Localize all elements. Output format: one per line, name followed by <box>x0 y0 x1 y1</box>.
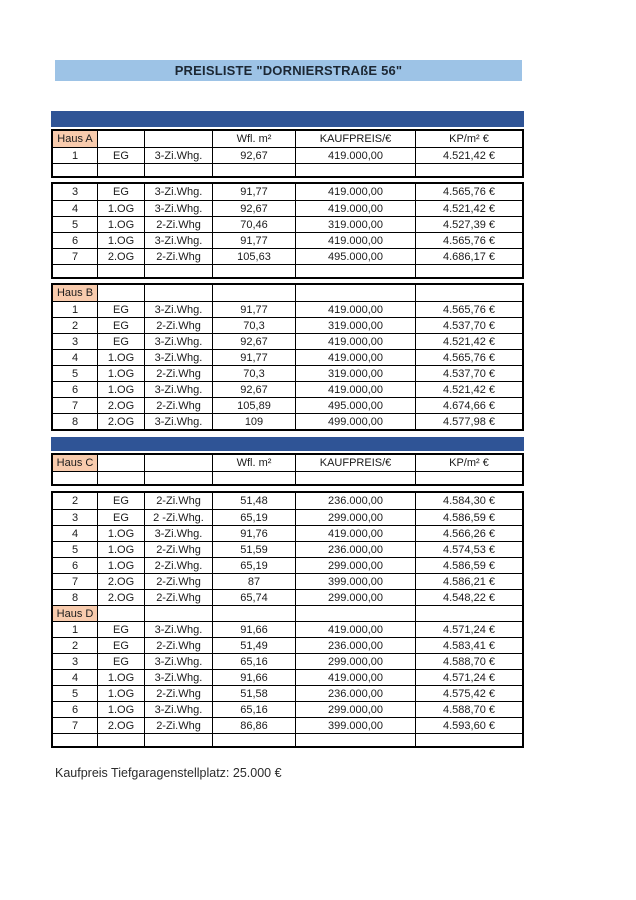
apartment-type-cell: 2-Zi.Whg <box>145 590 213 605</box>
apartment-type-cell: 3-Zi.Whg. <box>145 622 213 637</box>
price-cell: 419.000,00 <box>296 622 416 637</box>
price-per-m2-cell: 4.588,70 € <box>443 703 495 716</box>
unit-number-cell: 4 <box>53 526 98 541</box>
area-cell: 70,3 <box>213 318 296 333</box>
table-row <box>53 653 522 669</box>
floor-cell: 2.OG <box>98 398 145 413</box>
unit-number-cell: 6 <box>53 382 98 397</box>
price-per-m2-cell: 4.575,42 € <box>443 687 495 700</box>
price-per-m2-cell: 4.537,70 € <box>443 367 495 380</box>
unit-number-cell <box>53 265 98 277</box>
price-per-m2-cell: 4.521,42 € <box>443 383 495 396</box>
price-per-m2-cell: 4.565,76 € <box>443 234 495 247</box>
price-cell: 419.000,00 <box>296 302 416 317</box>
unit-number-cell: 3 <box>53 510 98 525</box>
unit-number-cell: 3 <box>53 334 98 349</box>
table-row <box>53 317 522 333</box>
price-cell: 399.000,00 <box>296 718 416 733</box>
floor-cell: 2.OG <box>98 574 145 589</box>
price-per-m2-cell: 4.584,30 € <box>443 495 495 507</box>
price-cell: 419.000,00 <box>296 201 416 216</box>
haus-label-cell: Haus A <box>53 131 98 147</box>
table-row <box>53 184 522 200</box>
area-cell: 105,89 <box>213 398 296 413</box>
price-per-m2-cell <box>416 265 522 277</box>
apartment-type-cell: 2-Zi.Whg <box>145 217 213 232</box>
area-cell: 51,48 <box>213 493 296 509</box>
unit-number-cell <box>53 472 98 484</box>
floor-cell: 1.OG <box>98 233 145 248</box>
price-per-m2-cell: 4.583,41 € <box>443 639 495 652</box>
table-row <box>53 147 522 163</box>
price-per-m2-cell: 4.588,70 € <box>443 655 495 668</box>
price-per-m2-cell: 4.521,42 € <box>443 149 495 162</box>
apartment-type-cell: 3-Zi.Whg. <box>145 201 213 216</box>
price-cell: KAUFPREIS/€ <box>296 455 416 471</box>
apartment-type-cell: 3-Zi.Whg. <box>145 526 213 541</box>
price-per-m2-cell: 4.571,24 € <box>443 671 495 684</box>
area-cell: 65,16 <box>213 654 296 669</box>
table-row <box>53 232 522 248</box>
unit-number-cell: 8 <box>53 414 98 429</box>
price-cell: KAUFPREIS/€ <box>296 131 416 147</box>
floor-cell <box>98 455 145 471</box>
area-cell: 92,67 <box>213 148 296 163</box>
table-row <box>53 493 522 509</box>
price-cell: 236.000,00 <box>296 686 416 701</box>
haus-header-row <box>53 605 522 621</box>
apartment-type-cell: 3-Zi.Whg. <box>145 350 213 365</box>
table-row <box>53 248 522 264</box>
price-per-m2-cell: 4.548,22 € <box>443 591 495 604</box>
page-title: PREISLISTE "DORNIERSTRAßE 56" <box>174 63 403 78</box>
price-per-m2-cell: 4.586,59 € <box>443 511 495 524</box>
price-cell: 419.000,00 <box>296 526 416 541</box>
price-per-m2-cell <box>416 164 522 176</box>
unit-number-cell: 2 <box>53 638 98 653</box>
apartment-type-cell: 2-Zi.Whg <box>145 493 213 509</box>
unit-number-cell: 2 <box>53 493 98 509</box>
unit-number-cell: 7 <box>53 574 98 589</box>
apartment-type-cell: 3-Zi.Whg. <box>145 382 213 397</box>
table-block <box>51 129 524 178</box>
table-top-band <box>51 437 524 451</box>
apartment-type-cell: 3-Zi.Whg. <box>145 334 213 349</box>
area-cell <box>213 472 296 484</box>
apartment-type-cell: 3-Zi.Whg. <box>145 670 213 685</box>
apartment-type-cell <box>145 606 213 621</box>
price-cell: 299.000,00 <box>296 702 416 717</box>
floor-cell: EG <box>98 148 145 163</box>
floor-cell: 1.OG <box>98 526 145 541</box>
empty-row <box>53 471 522 484</box>
price-cell: 236.000,00 <box>296 542 416 557</box>
area-cell <box>213 265 296 277</box>
price-cell: 236.000,00 <box>296 638 416 653</box>
table-row <box>53 365 522 381</box>
unit-number-cell: 4 <box>53 670 98 685</box>
empty-row <box>53 733 522 746</box>
price-cell: 299.000,00 <box>296 558 416 573</box>
floor-cell <box>98 472 145 484</box>
apartment-type-cell <box>145 164 213 176</box>
apartment-type-cell: 2-Zi.Whg <box>145 366 213 381</box>
price-cell: 419.000,00 <box>296 233 416 248</box>
price-cell: 236.000,00 <box>296 493 416 509</box>
area-cell <box>213 606 296 621</box>
area-cell: 91,66 <box>213 622 296 637</box>
price-cell <box>296 285 416 301</box>
floor-cell: EG <box>98 493 145 509</box>
floor-cell: 1.OG <box>98 201 145 216</box>
apartment-type-cell: 2-Zi.Whg <box>145 318 213 333</box>
floor-cell <box>98 734 145 746</box>
table-row <box>53 349 522 365</box>
floor-cell <box>98 131 145 147</box>
price-cell: 299.000,00 <box>296 654 416 669</box>
price-per-m2-cell: 4.565,76 € <box>443 303 495 316</box>
floor-cell: EG <box>98 510 145 525</box>
price-cell <box>296 734 416 746</box>
price-cell: 299.000,00 <box>296 510 416 525</box>
price-cell: 319.000,00 <box>296 318 416 333</box>
price-per-m2-cell: 4.565,76 € <box>443 351 495 364</box>
floor-cell: 1.OG <box>98 366 145 381</box>
apartment-type-cell: 2-Zi.Whg <box>145 686 213 701</box>
area-cell: 51,59 <box>213 542 296 557</box>
table-row <box>53 717 522 733</box>
area-cell: 87 <box>213 574 296 589</box>
table-block <box>51 283 524 431</box>
price-per-m2-cell: 4.674,66 € <box>443 399 495 412</box>
unit-number-cell: 6 <box>53 558 98 573</box>
price-cell: 299.000,00 <box>296 590 416 605</box>
table-row <box>53 573 522 589</box>
price-per-m2-cell <box>416 606 522 621</box>
floor-cell: 1.OG <box>98 350 145 365</box>
area-cell: 65,19 <box>213 510 296 525</box>
price-per-m2-cell: 4.586,21 € <box>443 575 495 588</box>
floor-cell: 1.OG <box>98 702 145 717</box>
price-per-m2-cell: 4.565,76 € <box>443 186 495 198</box>
price-table-haus-cd <box>51 437 524 748</box>
price-cell: 419.000,00 <box>296 350 416 365</box>
table-row <box>53 557 522 573</box>
price-per-m2-cell: 4.527,39 € <box>443 218 495 231</box>
price-cell <box>296 164 416 176</box>
table-row <box>53 637 522 653</box>
floor-cell: EG <box>98 318 145 333</box>
unit-number-cell: 5 <box>53 366 98 381</box>
apartment-type-cell: 3-Zi.Whg. <box>145 654 213 669</box>
unit-number-cell: 7 <box>53 398 98 413</box>
apartment-type-cell <box>145 265 213 277</box>
unit-number-cell: 1 <box>53 622 98 637</box>
haus-header-row <box>53 285 522 301</box>
price-per-m2-cell: KP/m² € <box>449 457 489 469</box>
table-row <box>53 669 522 685</box>
table-row <box>53 621 522 637</box>
floor-cell <box>98 164 145 176</box>
table-row <box>53 701 522 717</box>
unit-number-cell: 1 <box>53 148 98 163</box>
price-per-m2-cell: 4.521,42 € <box>443 202 495 215</box>
price-per-m2-cell: 4.686,17 € <box>443 250 495 263</box>
floor-cell: 1.OG <box>98 542 145 557</box>
price-cell: 419.000,00 <box>296 334 416 349</box>
unit-number-cell: 2 <box>53 318 98 333</box>
unit-number-cell: 5 <box>53 542 98 557</box>
apartment-type-cell <box>145 734 213 746</box>
apartment-type-cell: 3-Zi.Whg. <box>145 414 213 429</box>
area-cell: 91,76 <box>213 526 296 541</box>
table-row <box>53 333 522 349</box>
price-per-m2-cell: 4.586,59 € <box>443 559 495 572</box>
area-cell: 51,49 <box>213 638 296 653</box>
apartment-type-cell: 2-Zi.Whg <box>145 249 213 264</box>
price-cell: 419.000,00 <box>296 184 416 200</box>
unit-number-cell <box>53 164 98 176</box>
area-cell: 51,58 <box>213 686 296 701</box>
table-row <box>53 301 522 317</box>
floor-cell: EG <box>98 654 145 669</box>
price-cell <box>296 606 416 621</box>
unit-number-cell: 5 <box>53 217 98 232</box>
price-per-m2-cell <box>416 285 522 301</box>
area-cell: 65,16 <box>213 702 296 717</box>
apartment-type-cell: 2-Zi.Whg <box>145 718 213 733</box>
table-row <box>53 413 522 429</box>
unit-number-cell: 8 <box>53 590 98 605</box>
haus-label-cell: Haus D <box>53 606 98 621</box>
price-per-m2-cell: KP/m² € <box>449 133 489 145</box>
apartment-type-cell <box>145 285 213 301</box>
price-cell: 319.000,00 <box>296 366 416 381</box>
unit-number-cell: 4 <box>53 350 98 365</box>
haus-header-row <box>53 455 522 471</box>
area-cell: 70,46 <box>213 217 296 232</box>
area-cell: 91,77 <box>213 302 296 317</box>
area-cell <box>213 164 296 176</box>
table-row <box>53 381 522 397</box>
apartment-type-cell: 2 -Zi.Whg. <box>145 510 213 525</box>
table-row <box>53 685 522 701</box>
floor-cell: 1.OG <box>98 670 145 685</box>
apartment-type-cell <box>145 455 213 471</box>
area-cell: 105,63 <box>213 249 296 264</box>
price-per-m2-cell: 4.521,42 € <box>443 335 495 348</box>
unit-number-cell <box>53 734 98 746</box>
unit-number-cell: 7 <box>53 249 98 264</box>
price-per-m2-cell <box>416 734 522 746</box>
title-bar <box>55 60 522 81</box>
floor-cell: 2.OG <box>98 590 145 605</box>
haus-header-row <box>53 131 522 147</box>
area-cell: 91,77 <box>213 350 296 365</box>
price-per-m2-cell: 4.571,24 € <box>443 623 495 636</box>
floor-cell: EG <box>98 302 145 317</box>
apartment-type-cell <box>145 472 213 484</box>
table-row <box>53 525 522 541</box>
haus-label-cell: Haus C <box>53 455 98 471</box>
unit-number-cell: 7 <box>53 718 98 733</box>
price-per-m2-cell: 4.566,26 € <box>443 527 495 540</box>
empty-row <box>53 163 522 176</box>
area-cell <box>213 285 296 301</box>
area-cell: 65,19 <box>213 558 296 573</box>
price-per-m2-cell: 4.593,60 € <box>443 719 495 732</box>
table-row <box>53 509 522 525</box>
unit-number-cell: 6 <box>53 702 98 717</box>
floor-cell <box>98 285 145 301</box>
table-top-band <box>51 111 524 127</box>
table-block <box>51 491 524 748</box>
price-cell: 399.000,00 <box>296 574 416 589</box>
price-cell: 319.000,00 <box>296 217 416 232</box>
apartment-type-cell: 3-Zi.Whg. <box>145 702 213 717</box>
apartment-type-cell: 3-Zi.Whg. <box>145 302 213 317</box>
area-cell: 109 <box>213 414 296 429</box>
price-cell: 499.000,00 <box>296 414 416 429</box>
apartment-type-cell: 2-Zi.Whg <box>145 398 213 413</box>
table-row <box>53 200 522 216</box>
apartment-type-cell: 2-Zi.Whg <box>145 542 213 557</box>
area-cell: Wfl. m² <box>213 455 296 471</box>
floor-cell: 2.OG <box>98 414 145 429</box>
apartment-type-cell: 3-Zi.Whg. <box>145 233 213 248</box>
price-per-m2-cell: 4.537,70 € <box>443 319 495 332</box>
unit-number-cell: 5 <box>53 686 98 701</box>
floor-cell: 2.OG <box>98 718 145 733</box>
area-cell: 92,67 <box>213 201 296 216</box>
garage-price-note: Kaufpreis Tiefgaragenstellplatz: 25.000 € <box>55 766 282 780</box>
price-cell: 419.000,00 <box>296 148 416 163</box>
unit-number-cell: 3 <box>53 184 98 200</box>
price-cell: 419.000,00 <box>296 382 416 397</box>
floor-cell: EG <box>98 184 145 200</box>
price-per-m2-cell: 4.577,98 € <box>443 415 495 428</box>
price-per-m2-cell <box>416 472 522 484</box>
unit-number-cell: 4 <box>53 201 98 216</box>
apartment-type-cell: 2-Zi.Whg <box>145 638 213 653</box>
unit-number-cell: 3 <box>53 654 98 669</box>
floor-cell: 1.OG <box>98 217 145 232</box>
table-row <box>53 397 522 413</box>
apartment-type-cell: 3-Zi.Whg. <box>145 148 213 163</box>
unit-number-cell: 1 <box>53 302 98 317</box>
table-row <box>53 541 522 557</box>
empty-row <box>53 264 522 277</box>
apartment-type-cell <box>145 131 213 147</box>
apartment-type-cell: 2-Zi.Whg <box>145 574 213 589</box>
area-cell: 92,67 <box>213 382 296 397</box>
floor-cell: 1.OG <box>98 686 145 701</box>
price-cell: 495.000,00 <box>296 398 416 413</box>
area-cell: Wfl. m² <box>213 131 296 147</box>
table-row <box>53 216 522 232</box>
price-per-m2-cell: 4.574,53 € <box>443 543 495 556</box>
floor-cell: 1.OG <box>98 382 145 397</box>
table-row <box>53 589 522 605</box>
price-cell: 495.000,00 <box>296 249 416 264</box>
area-cell: 91,66 <box>213 670 296 685</box>
floor-cell <box>98 265 145 277</box>
area-cell: 91,77 <box>213 233 296 248</box>
floor-cell <box>98 606 145 621</box>
floor-cell: 1.OG <box>98 558 145 573</box>
area-cell: 70,3 <box>213 366 296 381</box>
table-block <box>51 182 524 279</box>
area-cell <box>213 734 296 746</box>
haus-label-cell: Haus B <box>53 285 98 301</box>
floor-cell: EG <box>98 622 145 637</box>
floor-cell: 2.OG <box>98 249 145 264</box>
apartment-type-cell: 2-Zi.Whg. <box>145 558 213 573</box>
area-cell: 92,67 <box>213 334 296 349</box>
price-cell: 419.000,00 <box>296 670 416 685</box>
price-table-haus-ab <box>51 111 524 431</box>
table-block <box>51 453 524 486</box>
area-cell: 86,86 <box>213 718 296 733</box>
floor-cell: EG <box>98 638 145 653</box>
apartment-type-cell: 3-Zi.Whg. <box>145 184 213 200</box>
floor-cell: EG <box>98 334 145 349</box>
area-cell: 91,77 <box>213 184 296 200</box>
price-cell <box>296 472 416 484</box>
unit-number-cell: 6 <box>53 233 98 248</box>
area-cell: 65,74 <box>213 590 296 605</box>
price-cell <box>296 265 416 277</box>
